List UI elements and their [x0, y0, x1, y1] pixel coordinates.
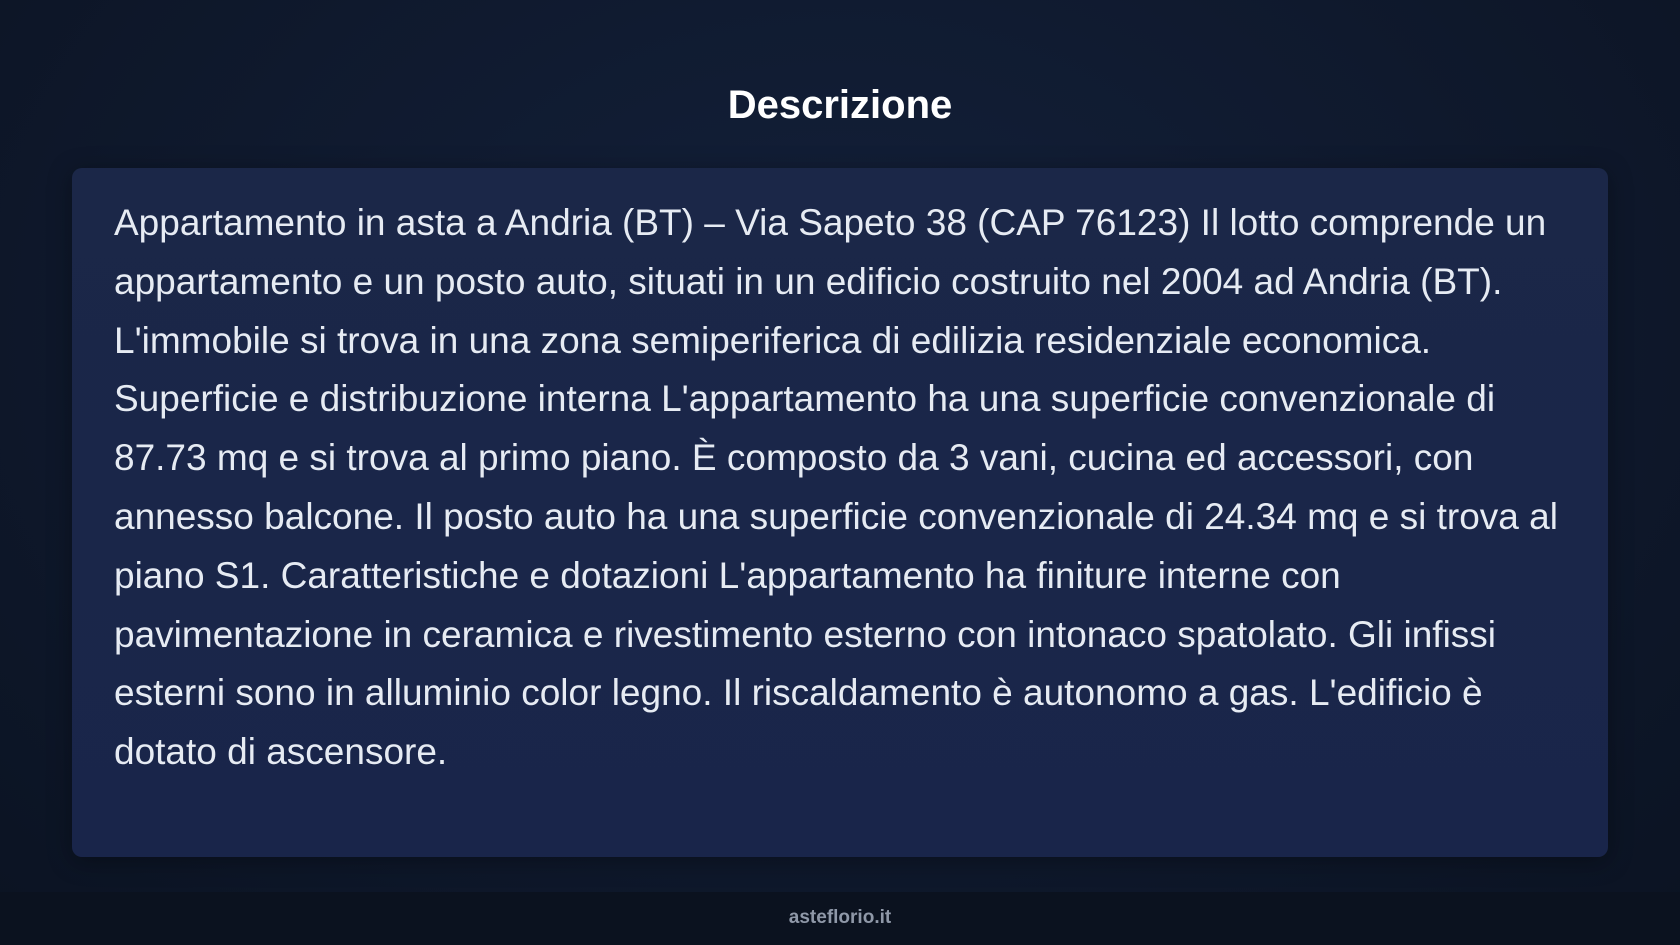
- footer-brand-link[interactable]: asteflorio.it: [788, 907, 892, 928]
- description-card: [72, 168, 1608, 857]
- page-title: Descrizione: [727, 83, 953, 127]
- footer-bar: [0, 892, 1680, 945]
- description-text: Appartamento in asta a Andria (BT) – Via Sapeto 38 (CAP 76123) Il lotto comprende un appartamento e un posto auto, situati in un edificio costruito nel 2004 ad Andria (BT). L'immobile si trova in una zona semiperiferica di edilizia residenziale economica. Superficie e distribuzione interna L'appartamento ha una superficie convenzionale di 87.73 mq e si trova al primo piano. È composto da 3 vani, cucina ed accessori, con annesso balcone. Il posto auto ha una superficie convenzionale di 24.34 mq e si trova al piano S1. Caratteristiche e dotazioni L'appartamento ha finiture interne con pavimentazione in ceramica e rivestimento esterno con intonaco spatolato. Gli infissi esterni sono in alluminio color legno. Il riscaldamento è autonomo a gas. L'edificio è dotato di ascensore.: [114, 202, 1558, 773]
